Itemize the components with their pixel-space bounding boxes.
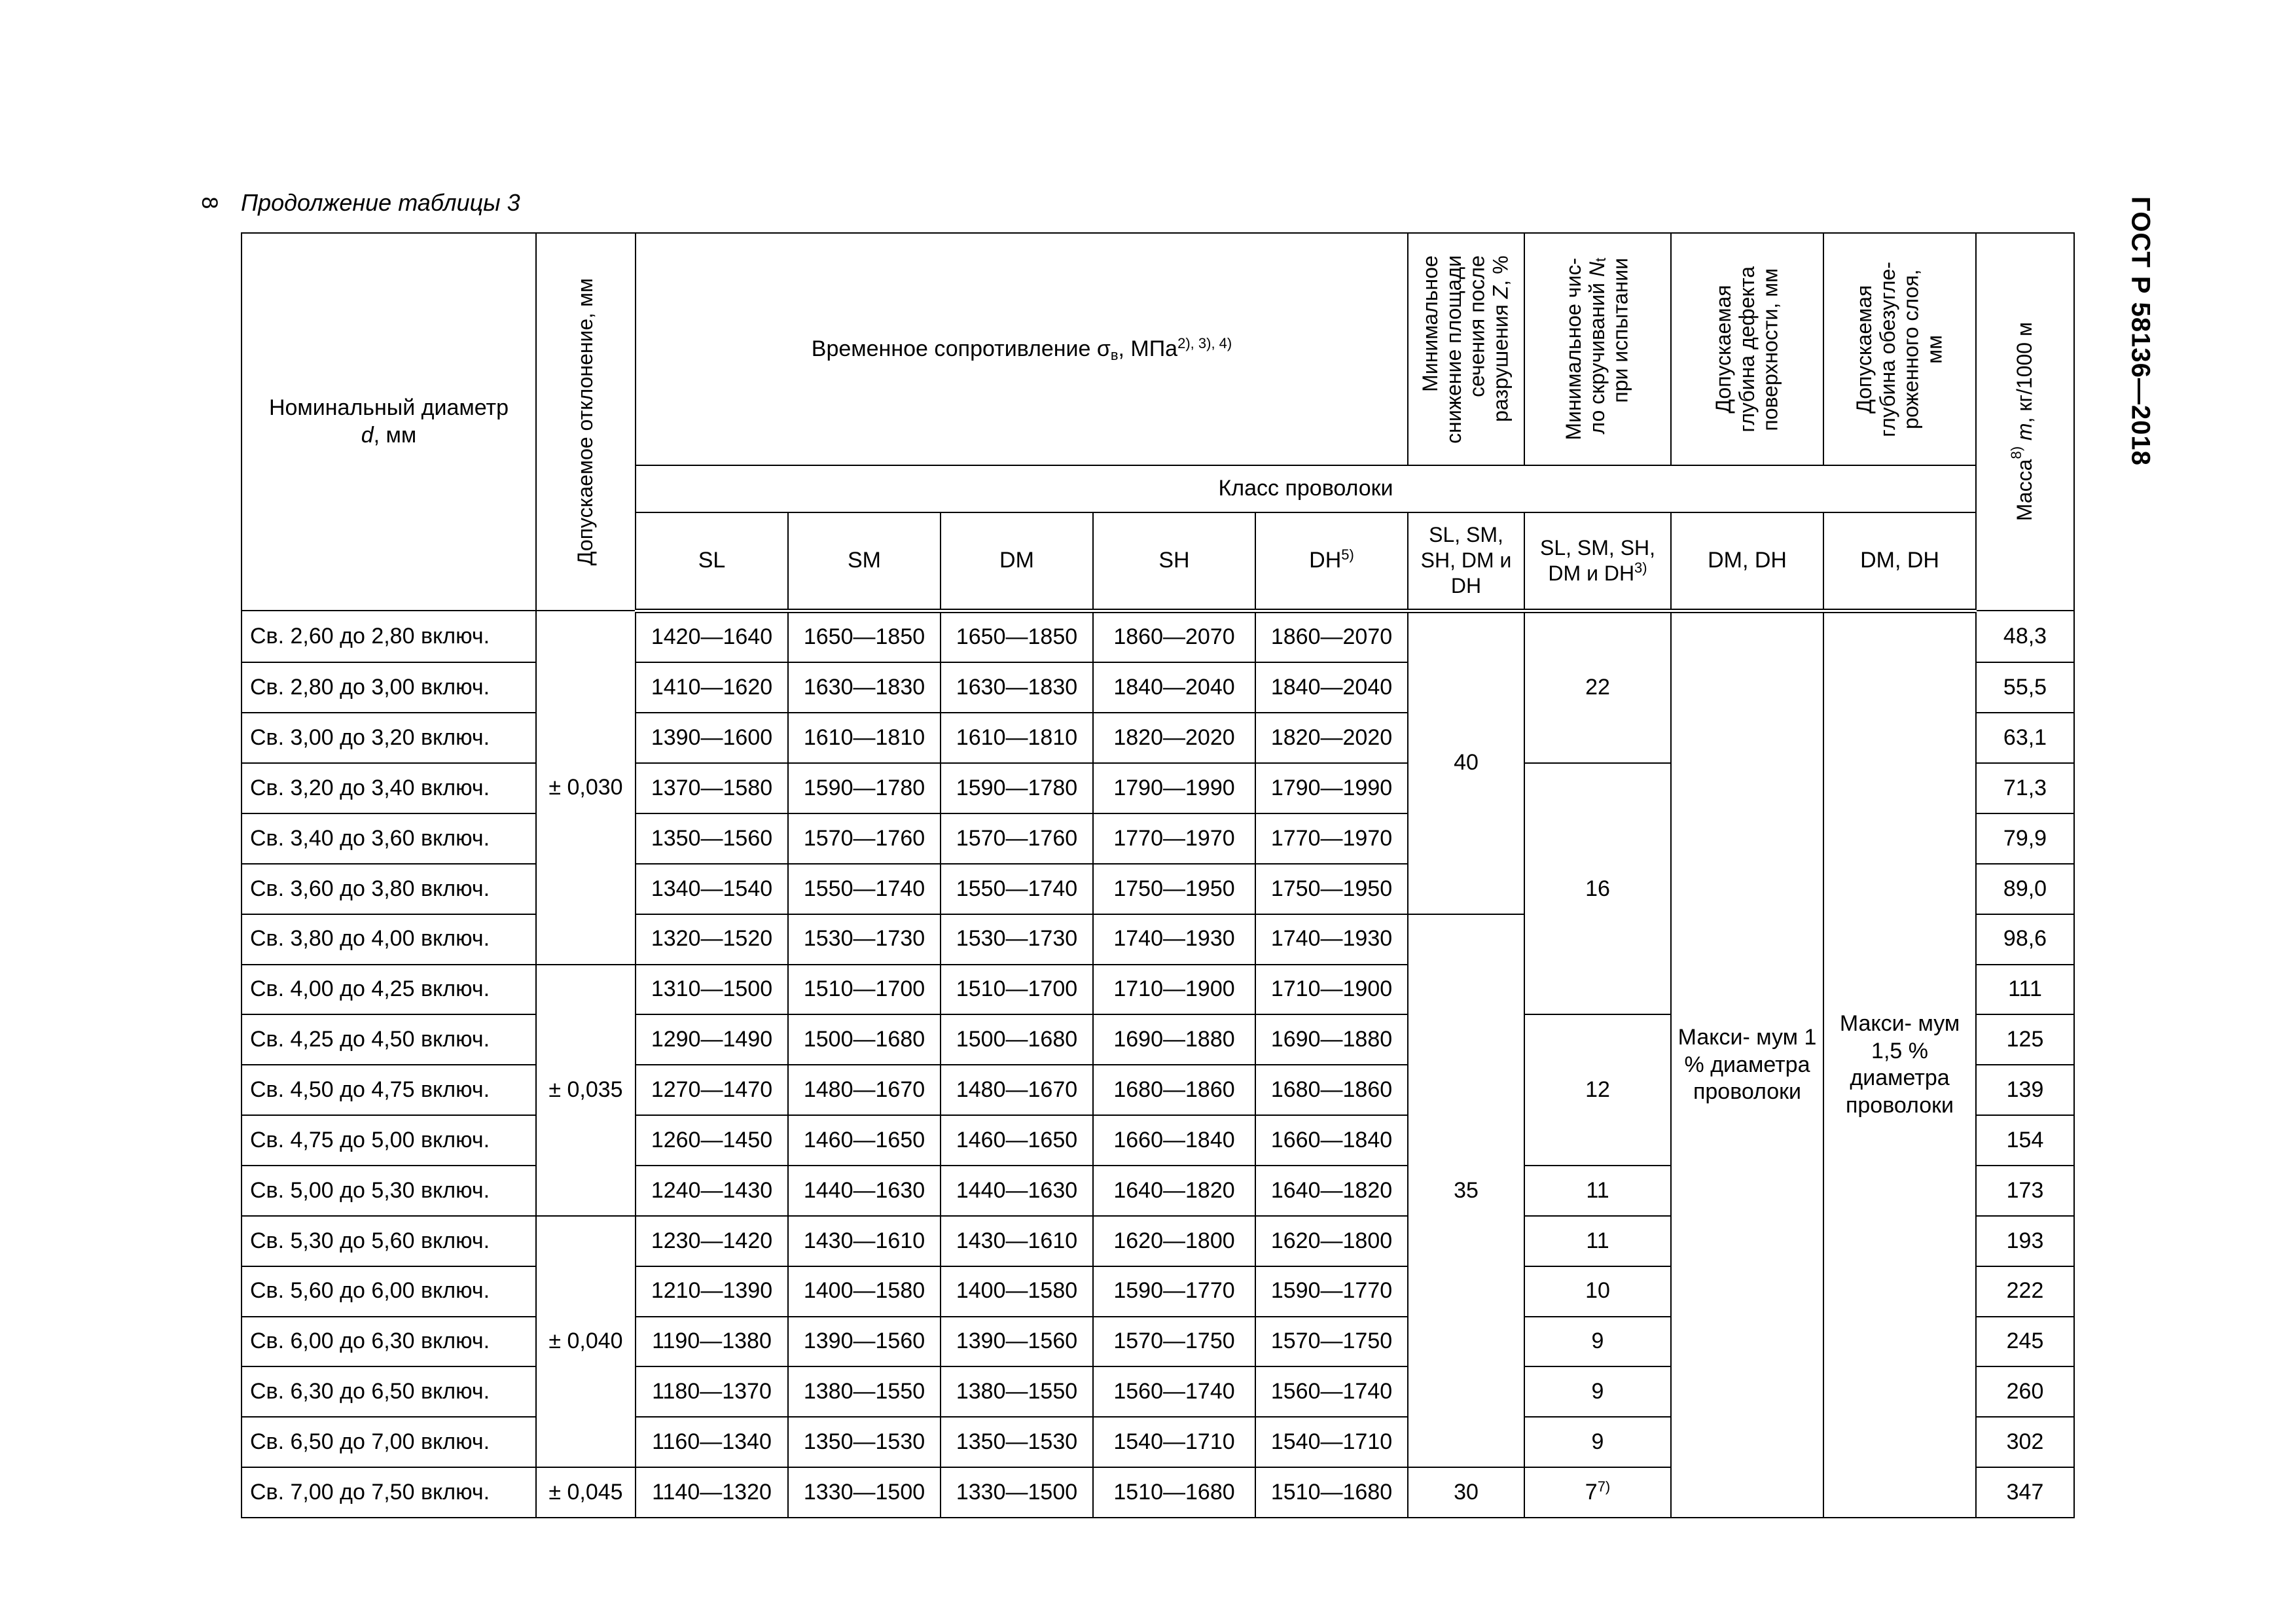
cell-mass: 139 [1976,1065,2074,1115]
cell-dm: 1430—1610 [941,1216,1093,1266]
cell-dm: 1480—1670 [941,1065,1093,1115]
header-class-dh: DH$^{5)}$ [1255,512,1408,611]
cell-sl: 1230—1420 [636,1216,788,1266]
cell-mass: 71,3 [1976,763,2074,813]
cell-dh: 1820—2020 [1255,713,1408,763]
cell-sh: 1540—1710 [1093,1417,1255,1467]
cell-diameter: Св. 4,00 до 4,25 включ. [242,965,536,1015]
cell-sm: 1480—1670 [788,1065,941,1115]
cell-diameter: Св. 4,50 до 4,75 включ. [242,1065,536,1115]
cell-dh: 1740—1930 [1255,914,1408,965]
cell-mass: 302 [1976,1417,2074,1467]
cell-dm: 1460—1650 [941,1115,1093,1166]
header-surface-defect-depth: Допускаемая глубина дефекта поверхности, мм [1671,233,1823,465]
cell-sl: 1310—1500 [636,965,788,1015]
cell-decarb-depth: Макси- мум 1,5 % диаметра проволоки [1823,611,1976,1518]
cell-dh: 1690—1880 [1255,1014,1408,1065]
cell-diameter: Св. 5,30 до 5,60 включ. [242,1216,536,1266]
cell-twists: 10 [1524,1266,1671,1317]
cell-sl: 1370—1580 [636,763,788,813]
cell-sl: 1340—1540 [636,864,788,914]
cell-dm: 1650—1850 [941,611,1093,662]
cell-sm: 1510—1700 [788,965,941,1015]
table-continuation-caption: Продолжение таблицы 3 [241,189,520,216]
cell-sh: 1750—1950 [1093,864,1255,914]
cell-reduction: 30 [1408,1467,1524,1518]
cell-mass: 245 [1976,1317,2074,1367]
cell-mass: 48,3 [1976,611,2074,662]
cell-twists: 9 [1524,1417,1671,1467]
cell-sl: 1140—1320 [636,1467,788,1518]
cell-mass: 154 [1976,1115,2074,1166]
cell-sm: 1650—1850 [788,611,941,662]
cell-sl: 1160—1340 [636,1417,788,1467]
cell-sm: 1380—1550 [788,1366,941,1417]
cell-diameter: Св. 3,20 до 3,40 включ. [242,763,536,813]
cell-twists: 11 [1524,1216,1671,1266]
header-nominal-diameter: Номинальный диаметр d, мм [242,233,536,611]
cell-sh: 1790—1990 [1093,763,1255,813]
cell-dh: 1660—1840 [1255,1115,1408,1166]
cell-twists: 12 [1524,1014,1671,1166]
table-row [242,611,2074,662]
cell-sm: 1570—1760 [788,813,941,864]
header-tensile-strength: Временное сопротивление $\sigma_в$, МПа$^{2), 3), 4)}$ [636,233,1408,465]
cell-sl: 1420—1640 [636,611,788,662]
cell-dm: 1440—1630 [941,1166,1093,1216]
cell-mass: 63,1 [1976,713,2074,763]
page-number: 8 [197,196,222,209]
cell-twists: 9 [1524,1366,1671,1417]
cell-sl: 1210—1390 [636,1266,788,1317]
cell-sl: 1180—1370 [636,1366,788,1417]
cell-diameter: Св. 4,25 до 4,50 включ. [242,1014,536,1065]
cell-diameter: Св. 6,30 до 6,50 включ. [242,1366,536,1417]
cell-dh: 1710—1900 [1255,965,1408,1015]
cell-sl: 1290—1490 [636,1014,788,1065]
cell-reduction: 40 [1408,611,1524,914]
header-mass: Масса$^{8)}$ m, кг/1000 м [1976,233,2074,611]
cell-dh: 1790—1990 [1255,763,1408,813]
cell-dh: 1620—1800 [1255,1216,1408,1266]
cell-dh: 1570—1750 [1255,1317,1408,1367]
cell-sl: 1390—1600 [636,713,788,763]
cell-mass: 55,5 [1976,662,2074,713]
cell-diameter: Св. 6,50 до 7,00 включ. [242,1417,536,1467]
cell-sm: 1590—1780 [788,763,941,813]
cell-sm: 1630—1830 [788,662,941,713]
cell-dm: 1510—1700 [941,965,1093,1015]
cell-mass: 111 [1976,965,2074,1015]
cell-dm: 1390—1560 [941,1317,1093,1367]
cell-sh: 1740—1930 [1093,914,1255,965]
cell-sh: 1510—1680 [1093,1467,1255,1518]
cell-dm: 1330—1500 [941,1467,1093,1518]
cell-tolerance: ± 0,035 [536,965,636,1216]
cell-diameter: Св. 3,80 до 4,00 включ. [242,914,536,965]
cell-reduction: 35 [1408,914,1524,1467]
cell-sl: 1190—1380 [636,1317,788,1367]
cell-mass: 89,0 [1976,864,2074,914]
cell-tolerance: ± 0,030 [536,611,636,965]
cell-mass: 125 [1976,1014,2074,1065]
cell-sh: 1860—2070 [1093,611,1255,662]
cell-dh: 1860—2070 [1255,611,1408,662]
cell-diameter: Св. 6,00 до 6,30 включ. [242,1317,536,1367]
standard-designation-wrapper [2121,194,2160,469]
cell-diameter: Св. 5,00 до 5,30 включ. [242,1166,536,1216]
cell-sh: 1560—1740 [1093,1366,1255,1417]
cell-tolerance: ± 0,040 [536,1216,636,1467]
cell-sm: 1500—1680 [788,1014,941,1065]
cell-sl: 1270—1470 [636,1065,788,1115]
cell-sl: 1410—1620 [636,662,788,713]
cell-sh: 1680—1860 [1093,1065,1255,1115]
cell-twists: 16 [1524,763,1671,1014]
cell-dm: 1500—1680 [941,1014,1093,1065]
cell-diameter: Св. 5,60 до 6,00 включ. [242,1266,536,1317]
standard-designation: ГОСТ Р 58136—2018 [2126,196,2155,466]
cell-sm: 1330—1500 [788,1467,941,1518]
cell-dh: 1680—1860 [1255,1065,1408,1115]
cell-twists: 7$^{7)}$ [1524,1467,1671,1518]
header-wire-class: Класс проволоки [636,465,1976,512]
header-decarburized-layer-depth: Допускаемая глубина обезугле- роженного слоя, мм [1823,233,1976,465]
cell-dh: 1750—1950 [1255,864,1408,914]
cell-defect-depth: Макси- мум 1 % диаметра проволоки [1671,611,1823,1518]
cell-diameter: Св. 2,80 до 3,00 включ. [242,662,536,713]
cell-sh: 1690—1880 [1093,1014,1255,1065]
cell-sh: 1770—1970 [1093,813,1255,864]
header-class-sh: SH [1093,512,1255,611]
cell-twists: 9 [1524,1317,1671,1367]
header-reduction-classes: SL, SM, SH, DM и DH [1408,512,1524,611]
cell-dh: 1640—1820 [1255,1166,1408,1216]
header-area-reduction: Минимальное снижение площади сечения после разрушения Z, % [1408,233,1524,465]
cell-sm: 1400—1580 [788,1266,941,1317]
cell-dm: 1380—1550 [941,1366,1093,1417]
cell-mass: 98,6 [1976,914,2074,965]
cell-sm: 1610—1810 [788,713,941,763]
cell-dh: 1840—2040 [1255,662,1408,713]
cell-mass: 173 [1976,1166,2074,1216]
cell-dh: 1510—1680 [1255,1467,1408,1518]
cell-dm: 1530—1730 [941,914,1093,965]
cell-dh: 1770—1970 [1255,813,1408,864]
cell-dm: 1590—1780 [941,763,1093,813]
cell-sm: 1460—1650 [788,1115,941,1166]
header-tolerance: Допускаемое отклонение, мм [536,233,636,611]
cell-diameter: Св. 7,00 до 7,50 включ. [242,1467,536,1518]
cell-sm: 1430—1610 [788,1216,941,1266]
cell-sh: 1660—1840 [1093,1115,1255,1166]
cell-sh: 1590—1770 [1093,1266,1255,1317]
cell-sl: 1240—1430 [636,1166,788,1216]
cell-dm: 1550—1740 [941,864,1093,914]
header-decarb-classes: DM, DH [1823,512,1976,611]
cell-dh: 1560—1740 [1255,1366,1408,1417]
cell-twists: 22 [1524,611,1671,763]
cell-mass: 193 [1976,1216,2074,1266]
cell-sh: 1840—2040 [1093,662,1255,713]
cell-dm: 1350—1530 [941,1417,1093,1467]
cell-dm: 1630—1830 [941,662,1093,713]
cell-mass: 260 [1976,1366,2074,1417]
cell-sh: 1570—1750 [1093,1317,1255,1367]
cell-dm: 1610—1810 [941,713,1093,763]
cell-mass: 347 [1976,1467,2074,1518]
cell-dm: 1570—1760 [941,813,1093,864]
cell-sm: 1550—1740 [788,864,941,914]
cell-sh: 1820—2020 [1093,713,1255,763]
cell-dm: 1400—1580 [941,1266,1093,1317]
header-class-sm: SM [788,512,941,611]
cell-sm: 1350—1530 [788,1417,941,1467]
cell-diameter: Св. 3,40 до 3,60 включ. [242,813,536,864]
cell-sl: 1320—1520 [636,914,788,965]
cell-dh: 1590—1770 [1255,1266,1408,1317]
cell-sm: 1440—1630 [788,1166,941,1216]
cell-sm: 1530—1730 [788,914,941,965]
cell-mass: 79,9 [1976,813,2074,864]
wire-properties-table [241,232,2075,1518]
header-defect-classes: DM, DH [1671,512,1823,611]
cell-diameter: Св. 2,60 до 2,80 включ. [242,611,536,662]
cell-tolerance: ± 0,045 [536,1467,636,1518]
cell-diameter: Св. 3,60 до 3,80 включ. [242,864,536,914]
cell-sm: 1390—1560 [788,1317,941,1367]
cell-diameter: Св. 3,00 до 3,20 включ. [242,713,536,763]
cell-sh: 1640—1820 [1093,1166,1255,1216]
cell-sh: 1620—1800 [1093,1216,1255,1266]
cell-mass: 222 [1976,1266,2074,1317]
cell-sl: 1350—1560 [636,813,788,864]
header-class-dm: DM [941,512,1093,611]
cell-diameter: Св. 4,75 до 5,00 включ. [242,1115,536,1166]
cell-sl: 1260—1450 [636,1115,788,1166]
header-twist-count: Минимальное чис- ло скручиваний $N_t$ при испытании [1524,233,1671,465]
header-class-sl: SL [636,512,788,611]
cell-twists: 11 [1524,1166,1671,1216]
cell-dh: 1540—1710 [1255,1417,1408,1467]
cell-sh: 1710—1900 [1093,965,1255,1015]
header-twist-classes: SL, SM, SH, DM и DH$^{3)}$ [1524,512,1671,611]
